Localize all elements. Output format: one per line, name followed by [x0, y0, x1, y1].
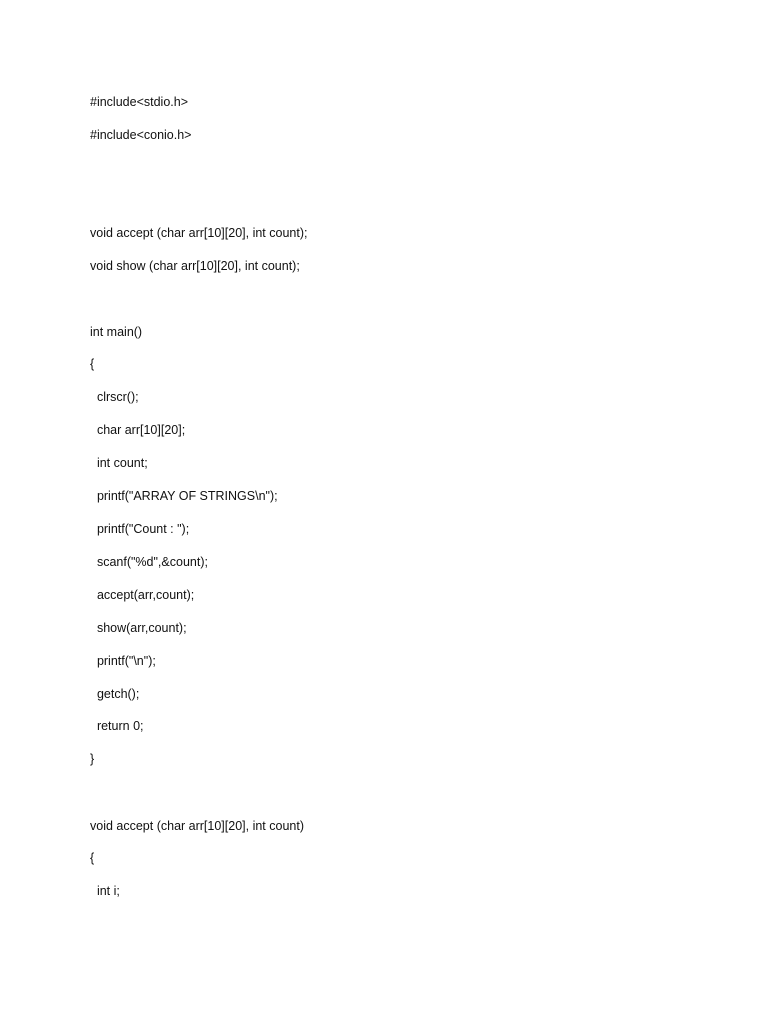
- code-line: printf("Count : ");: [90, 522, 190, 536]
- code-line: char arr[10][20];: [90, 423, 186, 437]
- code-line: accept(arr,count);: [90, 588, 195, 602]
- code-line: }: [90, 752, 95, 766]
- code-line: clrscr();: [90, 390, 139, 404]
- code-line: {: [90, 851, 95, 865]
- code-line: int main(): [90, 325, 143, 339]
- code-line: return 0;: [90, 719, 144, 733]
- code-line: int count;: [90, 456, 148, 470]
- code-line: void accept (char arr[10][20], int count): [90, 819, 304, 833]
- code-line: #include<stdio.h>: [90, 95, 188, 109]
- code-line: printf("ARRAY OF STRINGS\n");: [90, 489, 278, 503]
- code-line: scanf("%d",&count);: [90, 555, 208, 569]
- code-line: void accept (char arr[10][20], int count);: [90, 226, 308, 240]
- code-line: printf("\n");: [90, 654, 156, 668]
- code-line: int i;: [90, 884, 120, 898]
- code-line: {: [90, 357, 95, 371]
- code-line: void show (char arr[10][20], int count);: [90, 259, 300, 273]
- code-line: #include<conio.h>: [90, 128, 192, 142]
- code-line: show(arr,count);: [90, 621, 187, 635]
- code-line: getch();: [90, 687, 140, 701]
